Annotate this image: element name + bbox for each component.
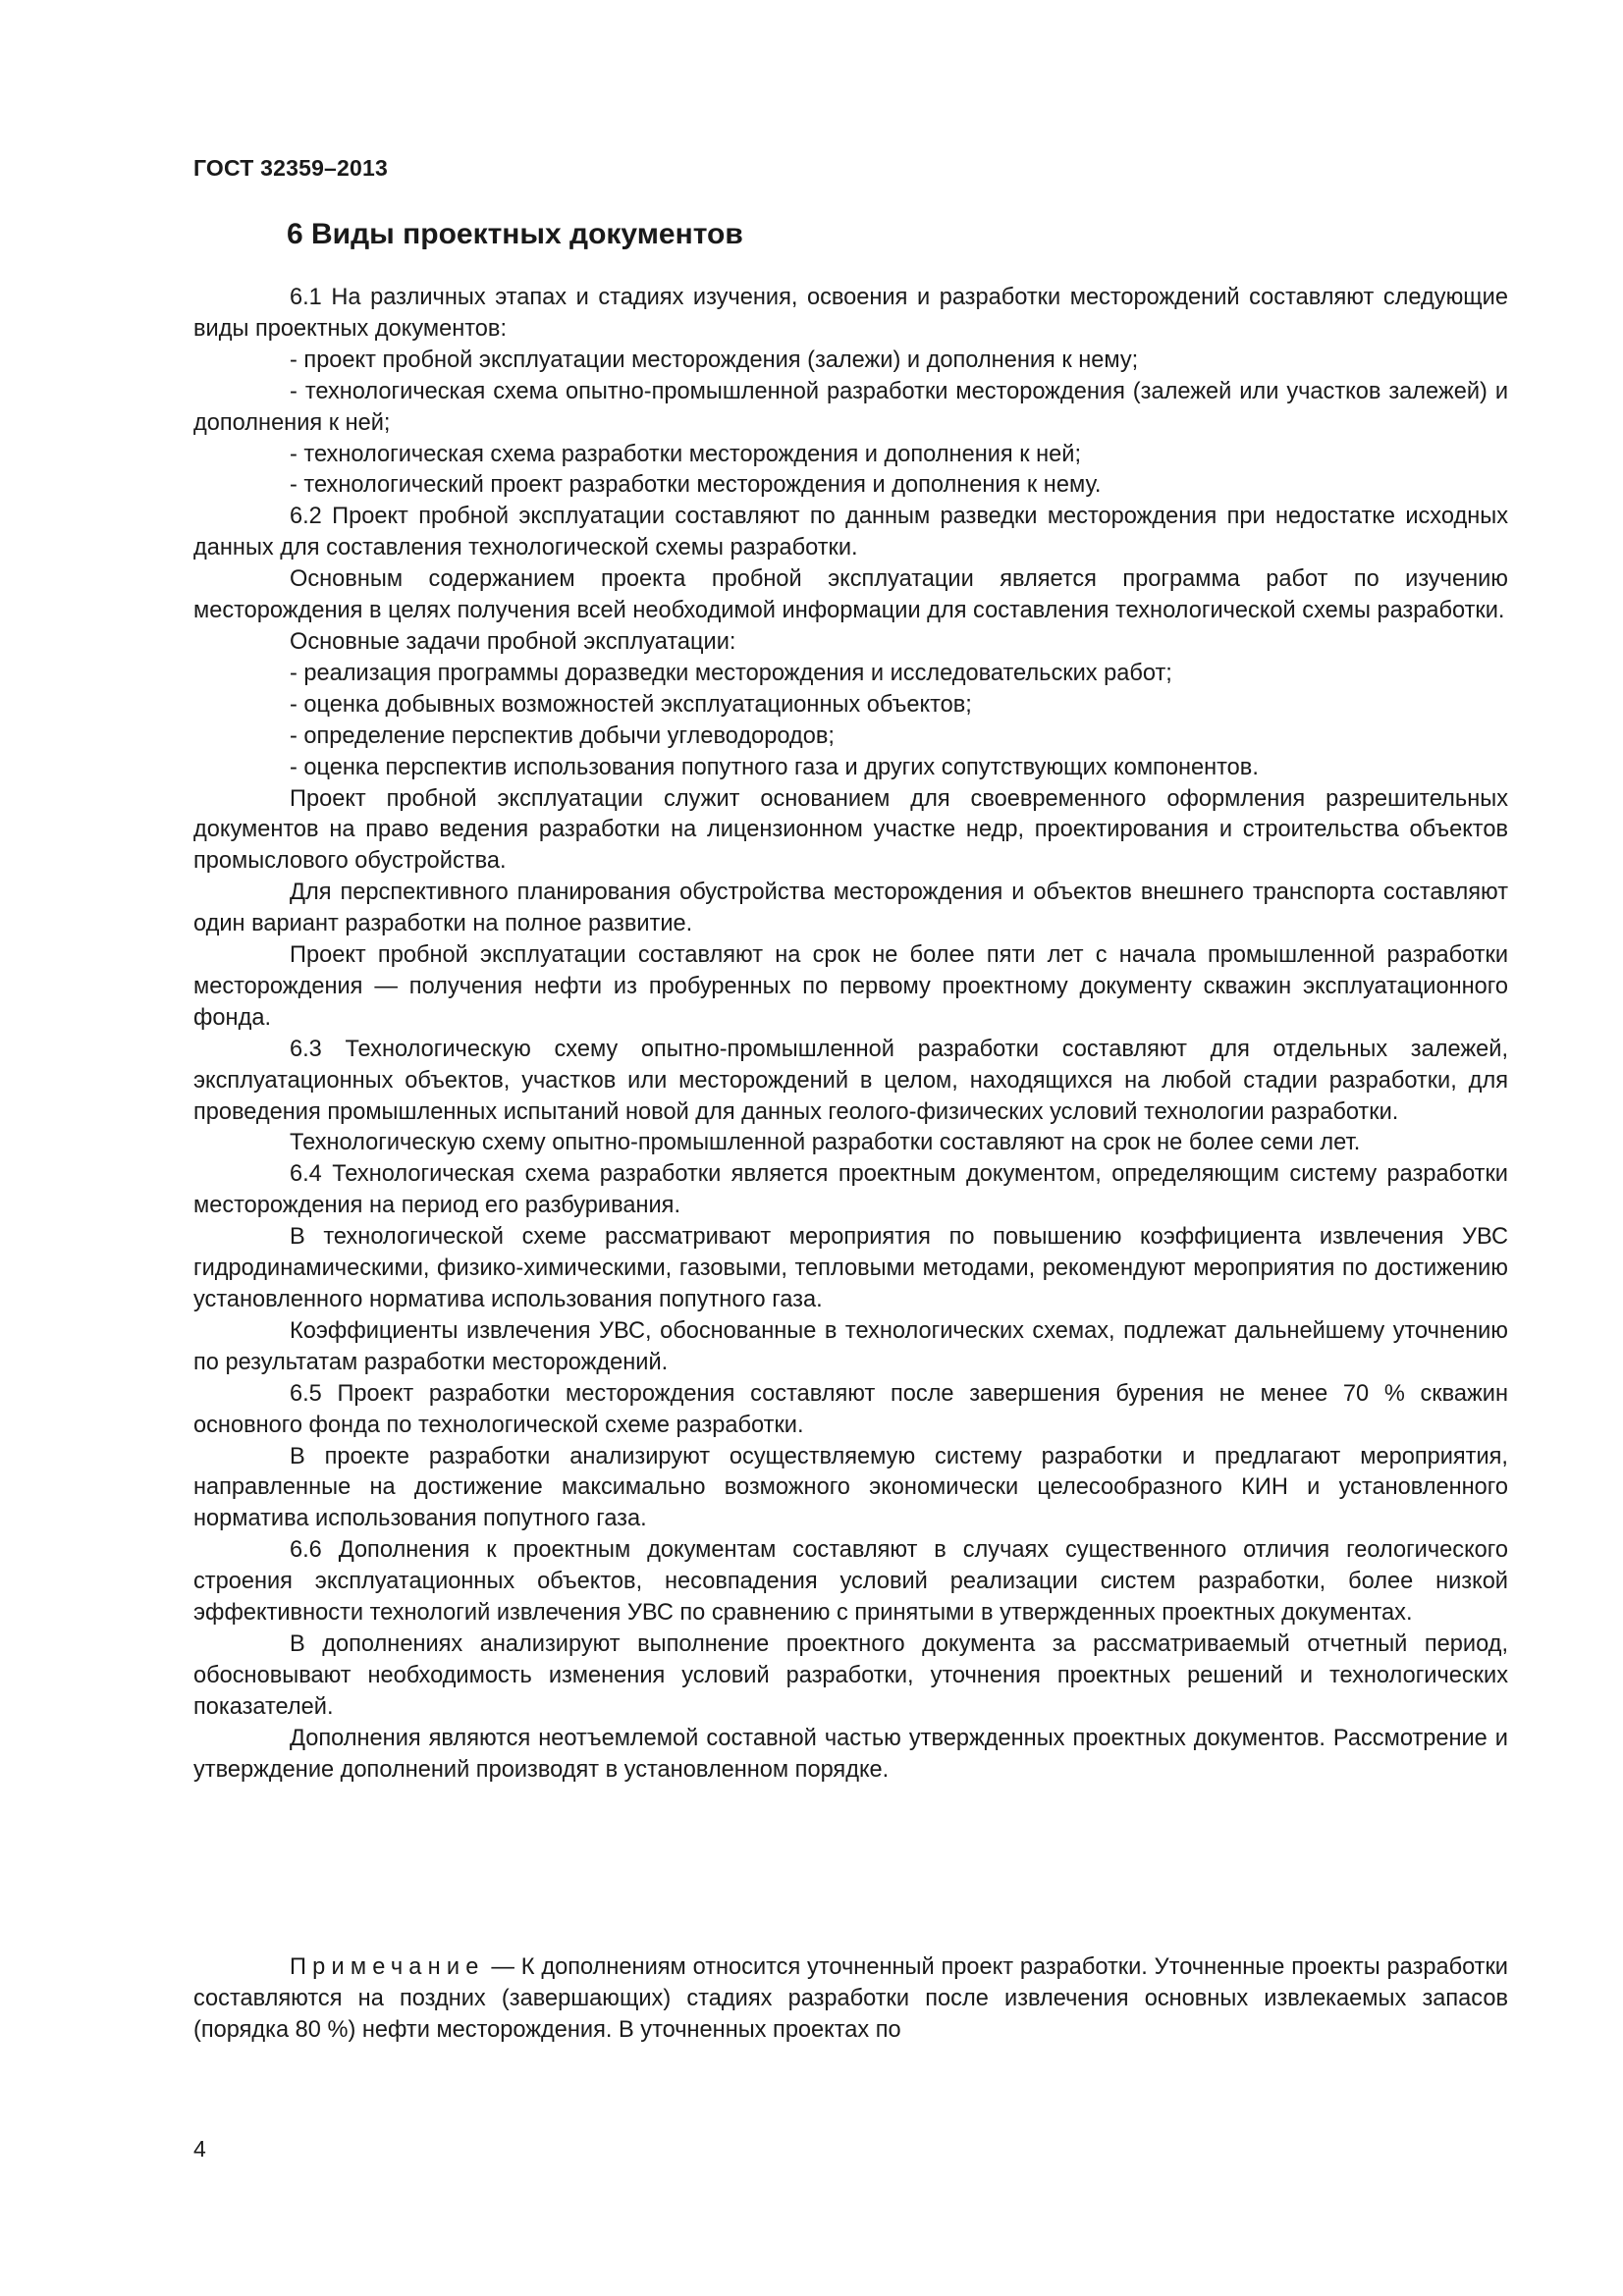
document-code: ГОСТ 32359–2013 [193, 155, 389, 181]
section-body [193, 283, 1508, 1787]
list-item: - оценка добывных возможностей эксплуатационных объектов; [290, 691, 972, 718]
list-item: - определение перспектив добычи углеводородов; [290, 722, 835, 749]
paragraph: Технологическую схему опытно-промышленной разработки составляют на срок не более семи лет. [290, 1130, 1361, 1156]
paragraph: В проекте разработки анализируют осуществляемую систему разработки и предлагают мероприятия, направленные на достижение максимально возможного экономически целесообразного КИН и установленного норматива использования попутного газа. [193, 1443, 1508, 1532]
note-text: — К дополнениям относится уточненный проект разработки. Уточненные проекты разработки составляются на поздних (завершающих) стадиях разработки после извлечения основных извлекаемых запасов (порядка 80 %) нефти месторождения. В уточненных проектах по [193, 1954, 1508, 2043]
paragraph: Коэффициенты извлечения УВС, обоснованные в технологических схемах, подлежат дальнейшему уточнению по результатам разработки месторождений. [193, 1317, 1508, 1375]
page-number: 4 [193, 2136, 206, 2162]
paragraph: Дополнения являются неотъемлемой составной частью утвержденных проектных документов. Рассмотрение и утверждение дополнений производят в установленном порядке. [193, 1725, 1508, 1783]
paragraph-6-6: 6.6 Дополнения к проектным документам составляют в случаях существенного отличия геологического строения эксплуатационных объектов, несовпадения условий реализации систем разработки, более низкой эффективности технологий извлечения УВС по сравнению с принятыми в утвержденных проектных документах. [193, 1537, 1508, 1627]
paragraph-6-2: 6.2 Проект пробной эксплуатации составляют по данным разведки месторождения при недостатке исходных данных для составления технологической схемы разработки. [193, 504, 1508, 561]
paragraph: Проект пробной эксплуатации составляют на срок не более пяти лет с начала промышленной разработки месторождения — получения нефти из пробуренных по первому проектному документу скважин эксплуатационного фонда. [193, 942, 1508, 1031]
note [193, 1951, 1508, 2046]
list-item: - технологическая схема опытно-промышленной разработки месторождения (залежей или участков залежей) и дополнения к ней; [193, 378, 1508, 436]
paragraph-6-1: 6.1 На различных этапах и стадиях изучения, освоения и разработки месторождений составляют следующие виды проектных документов: [193, 285, 1508, 342]
list-item: - проект пробной эксплуатации месторождения (залежи) и дополнения к нему; [290, 347, 1139, 373]
paragraph-6-3: 6.3 Технологическую схему опытно-промышленной разработки составляют для отдельных залежей, эксплуатационных объектов, участков или месторождений в целом, находящихся на любой стадии разработки, для проведения промышленных испытаний новой для данных геолого-физических условий технологии разработки. [193, 1036, 1508, 1125]
list-item: - технологический проект разработки месторождения и дополнения к нему. [290, 472, 1102, 499]
paragraph: В дополнениях анализируют выполнение проектного документа за рассматриваемый отчетный период, обосновывают необходимость изменения условий разработки, уточнения проектных решений и технологических показателей. [193, 1630, 1508, 1720]
paragraph: Проект пробной эксплуатации служит основанием для своевременного оформления разрешительных документов на право ведения разработки на лицензионном участке недр, проектирования и строительства объектов промыслового обустройства. [193, 785, 1508, 875]
list-item: - реализация программы доразведки месторождения и исследовательских работ; [290, 660, 1172, 686]
paragraph: В технологической схеме рассматривают мероприятия по повышению коэффициента извлечения УВС гидродинамическими, физико-химическими, газовыми, тепловыми методами, рекомендуют мероприятия по достижению установленного норматива использования попутного газа. [193, 1224, 1508, 1312]
paragraph-6-4: 6.4 Технологическая схема разработки является проектным документом, определяющим систему разработки месторождения на период его разбуривания. [193, 1161, 1508, 1219]
paragraph: Основным содержанием проекта пробной эксплуатации является программа работ по изучению месторождения в целях получения всей необходимой информации для составления технологической схемы разработки. [193, 566, 1508, 624]
note-label: Примечание [290, 1954, 485, 1980]
list-item: - оценка перспектив использования попутного газа и других сопутствующих компонентов. [290, 754, 1259, 780]
paragraph: Для перспективного планирования обустройства месторождения и объектов внешнего транспорта составляют один вариант разработки на полное развитие. [193, 880, 1508, 937]
paragraph: Основные задачи пробной эксплуатации: [290, 628, 736, 655]
list-item: - технологическая схема разработки месторождения и дополнения к ней; [290, 441, 1082, 467]
section-title: 6 Виды проектных документов [287, 218, 743, 250]
paragraph-6-5: 6.5 Проект разработки месторождения составляют после завершения бурения не менее 70 % скважин основного фонда по технологической схеме разработки. [193, 1380, 1508, 1438]
